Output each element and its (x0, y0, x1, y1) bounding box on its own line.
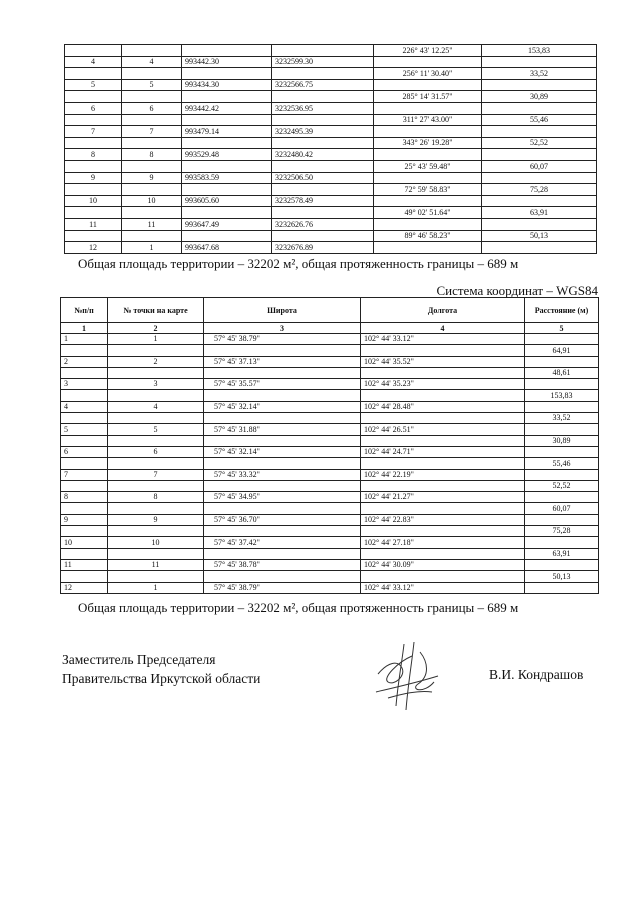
header-col-index: 4 (361, 323, 525, 334)
cell-distance: 52,52 (525, 480, 599, 491)
cell-row-num (61, 413, 108, 424)
cell-distance: 33,52 (525, 413, 599, 424)
table-row (61, 424, 599, 435)
table-header-row (61, 298, 599, 323)
cell-distance (482, 242, 597, 254)
cell-point-num (122, 207, 182, 219)
cell-distance: 55,46 (482, 114, 597, 126)
cell-y: 3232495.39 (272, 126, 374, 138)
cell-point-num (122, 45, 182, 57)
header-col-index: 1 (61, 323, 108, 334)
table-row (65, 126, 597, 138)
cell-latitude: 57° 45' 32.14" (204, 446, 361, 457)
cell-direction-angle: 72° 59' 58.83" (374, 184, 482, 196)
cell-row-num (61, 345, 108, 356)
cell-row-num: 6 (61, 446, 108, 457)
cell-point-num (122, 114, 182, 126)
cell-latitude (204, 480, 361, 491)
handwritten-signature (368, 632, 446, 714)
cell-longitude: 102° 44' 33.12" (361, 334, 525, 345)
table-row (65, 207, 597, 219)
cell-distance: 30,89 (482, 91, 597, 103)
table-row (61, 401, 599, 412)
cell-direction-angle: 311° 27' 43.00" (374, 114, 482, 126)
cell-x (182, 160, 272, 172)
header-col-index: 2 (108, 323, 204, 334)
cell-point-num: 9 (108, 514, 204, 525)
cell-distance: 63,91 (482, 207, 597, 219)
cell-longitude: 102° 44' 22.83" (361, 514, 525, 525)
cell-distance (525, 379, 599, 390)
cell-y (272, 91, 374, 103)
cell-row-num: 9 (65, 172, 122, 184)
cell-x (182, 114, 272, 126)
cell-row-num: 10 (61, 537, 108, 548)
cell-x (182, 45, 272, 57)
table-row (65, 149, 597, 161)
cell-direction-angle: 226° 43' 12.25" (374, 45, 482, 57)
cell-point-num: 5 (108, 424, 204, 435)
coordinate-system-label: Система координат – WGS84 (436, 283, 598, 298)
coordinates-table-wgs84-body (61, 334, 599, 594)
signatory-position-line2: Правительства Иркутской области (62, 671, 261, 686)
cell-y (272, 68, 374, 80)
cell-row-num (61, 526, 108, 537)
cell-y: 3232676.89 (272, 242, 374, 254)
cell-x: 993605.60 (182, 195, 272, 207)
cell-longitude (361, 413, 525, 424)
cell-y: 3232578.49 (272, 195, 374, 207)
table-row (65, 56, 597, 68)
table-row (61, 526, 599, 537)
cell-x: 993442.30 (182, 56, 272, 68)
cell-x (182, 91, 272, 103)
cell-longitude: 102° 44' 26.51" (361, 424, 525, 435)
cell-row-num: 2 (61, 356, 108, 367)
table-row (61, 514, 599, 525)
cell-point-num (108, 367, 204, 378)
cell-row-num (61, 548, 108, 559)
table-row (61, 379, 599, 390)
cell-point-num: 10 (108, 537, 204, 548)
cell-direction-angle: 49° 02' 51.64" (374, 207, 482, 219)
cell-row-num: 8 (65, 149, 122, 161)
cell-point-num: 1 (108, 334, 204, 345)
coordinates-table-local (64, 44, 597, 254)
cell-point-num: 8 (108, 492, 204, 503)
cell-y: 3232536.95 (272, 102, 374, 114)
table-row (61, 559, 599, 570)
table-row (61, 469, 599, 480)
table-row (61, 345, 599, 356)
cell-latitude: 57° 45' 37.42" (204, 537, 361, 548)
cell-y: 3232480.42 (272, 149, 374, 161)
cell-longitude: 102° 44' 21.27" (361, 492, 525, 503)
cell-longitude (361, 345, 525, 356)
cell-point-num (108, 413, 204, 424)
cell-longitude (361, 548, 525, 559)
cell-row-num: 12 (65, 242, 122, 254)
cell-latitude: 57° 45' 31.88" (204, 424, 361, 435)
cell-longitude: 102° 44' 22.19" (361, 469, 525, 480)
cell-x (182, 207, 272, 219)
cell-y: 3232566.75 (272, 79, 374, 91)
cell-x: 993434.30 (182, 79, 272, 91)
cell-x (182, 230, 272, 242)
cell-point-num: 1 (108, 582, 204, 593)
cell-longitude: 102° 44' 30.09" (361, 559, 525, 570)
cell-row-num: 9 (61, 514, 108, 525)
cell-x: 993647.68 (182, 242, 272, 254)
cell-point-num (122, 91, 182, 103)
cell-distance (482, 172, 597, 184)
table-row (65, 230, 597, 242)
table-row (65, 79, 597, 91)
table-row (65, 242, 597, 254)
cell-x (182, 68, 272, 80)
cell-distance: 52,52 (482, 137, 597, 149)
table-row (61, 582, 599, 593)
cell-distance (525, 559, 599, 570)
header-longitude: Долгота (361, 298, 525, 323)
cell-row-num: 12 (61, 582, 108, 593)
cell-point-num (122, 184, 182, 196)
cell-latitude: 57° 45' 36.70" (204, 514, 361, 525)
coordinates-table-wgs84 (60, 297, 599, 594)
cell-row-num (61, 571, 108, 582)
cell-point-num: 3 (108, 379, 204, 390)
table-row (65, 218, 597, 230)
table-row (65, 114, 597, 126)
cell-distance: 153,83 (482, 45, 597, 57)
cell-latitude (204, 503, 361, 514)
table-row (61, 503, 599, 514)
cell-longitude: 102° 44' 35.23" (361, 379, 525, 390)
cell-latitude (204, 367, 361, 378)
summary-area-length-1: Общая площадь территории – 32202 м², общая протяженность границы – 689 м (78, 256, 519, 271)
cell-distance: 50,13 (482, 230, 597, 242)
cell-longitude (361, 458, 525, 469)
cell-point-num (122, 160, 182, 172)
cell-distance (525, 401, 599, 412)
cell-distance: 60,07 (482, 160, 597, 172)
cell-row-num: 11 (61, 559, 108, 570)
cell-row-num (61, 480, 108, 491)
cell-point-num (122, 68, 182, 80)
cell-y (272, 207, 374, 219)
cell-row-num (65, 45, 122, 57)
cell-y (272, 184, 374, 196)
cell-distance (525, 424, 599, 435)
table-row (65, 195, 597, 207)
cell-longitude: 102° 44' 33.12" (361, 582, 525, 593)
cell-longitude: 102° 44' 24.71" (361, 446, 525, 457)
cell-y (272, 114, 374, 126)
cell-row-num (65, 114, 122, 126)
cell-row-num: 7 (61, 469, 108, 480)
cell-y (272, 45, 374, 57)
cell-distance (525, 582, 599, 593)
cell-distance (525, 537, 599, 548)
cell-longitude (361, 367, 525, 378)
cell-row-num (61, 390, 108, 401)
cell-latitude: 57° 45' 33.32" (204, 469, 361, 480)
cell-y (272, 160, 374, 172)
summary-area-length-2: Общая площадь территории – 32202 м², общая протяженность границы – 689 м (78, 600, 519, 615)
cell-row-num: 7 (65, 126, 122, 138)
cell-direction-angle (374, 56, 482, 68)
cell-longitude: 102° 44' 28.48" (361, 401, 525, 412)
cell-row-num: 3 (61, 379, 108, 390)
cell-distance (525, 446, 599, 457)
table-row (61, 458, 599, 469)
signatory-position (62, 650, 260, 688)
cell-latitude: 57° 45' 32.14" (204, 401, 361, 412)
cell-latitude: 57° 45' 38.79" (204, 334, 361, 345)
cell-longitude (361, 503, 525, 514)
cell-row-num: 11 (65, 218, 122, 230)
cell-row-num (61, 503, 108, 514)
cell-row-num: 10 (65, 195, 122, 207)
header-num: №п/п (61, 298, 108, 323)
cell-distance (525, 469, 599, 480)
cell-point-num (122, 137, 182, 149)
cell-latitude (204, 345, 361, 356)
cell-x (182, 137, 272, 149)
cell-y (272, 137, 374, 149)
cell-point-num: 6 (108, 446, 204, 457)
header-col-index: 3 (204, 323, 361, 334)
cell-point-num (108, 390, 204, 401)
cell-direction-angle (374, 126, 482, 138)
cell-point-num: 10 (122, 195, 182, 207)
cell-direction-angle (374, 79, 482, 91)
table-row (65, 184, 597, 196)
header-distance: Расстояние (м) (525, 298, 599, 323)
cell-distance (525, 334, 599, 345)
cell-point-num: 11 (108, 559, 204, 570)
table-row (61, 390, 599, 401)
table-row (61, 356, 599, 367)
cell-row-num (61, 458, 108, 469)
cell-distance: 75,28 (482, 184, 597, 196)
cell-distance: 64,91 (525, 345, 599, 356)
table-row (65, 68, 597, 80)
cell-distance (482, 102, 597, 114)
cell-row-num (65, 91, 122, 103)
table-row (61, 435, 599, 446)
cell-latitude (204, 571, 361, 582)
cell-latitude (204, 390, 361, 401)
cell-point-num (108, 435, 204, 446)
cell-point-num (108, 480, 204, 491)
cell-row-num (61, 435, 108, 446)
cell-distance (525, 514, 599, 525)
cell-latitude (204, 526, 361, 537)
cell-row-num (65, 137, 122, 149)
cell-point-num (122, 230, 182, 242)
table-row (65, 102, 597, 114)
cell-y: 3232599.30 (272, 56, 374, 68)
cell-distance: 75,28 (525, 526, 599, 537)
table-row (61, 492, 599, 503)
cell-longitude (361, 571, 525, 582)
cell-longitude: 102° 44' 27.18" (361, 537, 525, 548)
cell-point-num: 4 (108, 401, 204, 412)
cell-longitude (361, 480, 525, 491)
cell-point-num: 5 (122, 79, 182, 91)
table-row (61, 334, 599, 345)
cell-direction-angle: 89° 46' 58.23" (374, 230, 482, 242)
coordinates-table-local-body (65, 45, 597, 254)
cell-y: 3232626.76 (272, 218, 374, 230)
cell-point-num (108, 548, 204, 559)
cell-row-num: 6 (65, 102, 122, 114)
cell-point-num: 8 (122, 149, 182, 161)
cell-distance (482, 79, 597, 91)
table-header-num-row (61, 323, 599, 334)
cell-point-num (108, 571, 204, 582)
cell-row-num (61, 367, 108, 378)
cell-row-num (65, 207, 122, 219)
cell-row-num (65, 68, 122, 80)
cell-row-num (65, 160, 122, 172)
cell-point-num (108, 503, 204, 514)
cell-row-num (65, 184, 122, 196)
cell-distance (482, 218, 597, 230)
cell-direction-angle: 25° 43' 59.48" (374, 160, 482, 172)
cell-x: 993529.48 (182, 149, 272, 161)
cell-point-num: 7 (122, 126, 182, 138)
table-row (61, 413, 599, 424)
cell-latitude (204, 413, 361, 424)
cell-point-num (108, 526, 204, 537)
cell-distance (525, 492, 599, 503)
cell-point-num: 11 (122, 218, 182, 230)
cell-longitude (361, 526, 525, 537)
cell-latitude: 57° 45' 38.78" (204, 559, 361, 570)
cell-direction-angle: 256° 11' 30.40" (374, 68, 482, 80)
cell-row-num: 4 (61, 401, 108, 412)
cell-point-num (108, 458, 204, 469)
cell-direction-angle: 343° 26' 19.28" (374, 137, 482, 149)
cell-distance (482, 149, 597, 161)
cell-point-num: 9 (122, 172, 182, 184)
table-row (61, 537, 599, 548)
cell-latitude (204, 458, 361, 469)
cell-direction-angle (374, 172, 482, 184)
cell-longitude: 102° 44' 35.52" (361, 356, 525, 367)
cell-x: 993442.42 (182, 102, 272, 114)
cell-row-num: 5 (65, 79, 122, 91)
cell-row-num: 8 (61, 492, 108, 503)
cell-latitude: 57° 45' 37.13" (204, 356, 361, 367)
signatory-position-line1: Заместитель Председателя (62, 652, 216, 667)
cell-row-num: 5 (61, 424, 108, 435)
cell-distance: 63,91 (525, 548, 599, 559)
cell-row-num: 4 (65, 56, 122, 68)
cell-x: 993647.49 (182, 218, 272, 230)
cell-longitude (361, 390, 525, 401)
cell-direction-angle (374, 242, 482, 254)
cell-distance: 55,46 (525, 458, 599, 469)
cell-point-num: 4 (122, 56, 182, 68)
table-row (61, 480, 599, 491)
signatory-name: В.И. Кондрашов (489, 667, 584, 682)
cell-longitude (361, 435, 525, 446)
cell-distance (525, 356, 599, 367)
cell-distance (482, 195, 597, 207)
cell-direction-angle (374, 149, 482, 161)
cell-x: 993583.59 (182, 172, 272, 184)
table-row (65, 172, 597, 184)
cell-row-num (65, 230, 122, 242)
cell-point-num: 6 (122, 102, 182, 114)
cell-y: 3232506.50 (272, 172, 374, 184)
table-row (65, 160, 597, 172)
cell-distance (482, 126, 597, 138)
cell-x (182, 184, 272, 196)
cell-latitude: 57° 45' 34.95" (204, 492, 361, 503)
cell-point-num (108, 345, 204, 356)
table-row (61, 367, 599, 378)
table-row (61, 571, 599, 582)
cell-distance: 50,13 (525, 571, 599, 582)
cell-distance: 60,07 (525, 503, 599, 514)
cell-distance: 48,61 (525, 367, 599, 378)
cell-distance: 30,89 (525, 435, 599, 446)
cell-y (272, 230, 374, 242)
cell-direction-angle (374, 218, 482, 230)
cell-distance: 33,52 (482, 68, 597, 80)
cell-point-num: 2 (108, 356, 204, 367)
cell-latitude (204, 548, 361, 559)
table-row (61, 548, 599, 559)
header-latitude: Широта (204, 298, 361, 323)
header-point-num: № точки на карте (108, 298, 204, 323)
cell-direction-angle (374, 102, 482, 114)
cell-distance (482, 56, 597, 68)
cell-point-num: 1 (122, 242, 182, 254)
cell-latitude (204, 435, 361, 446)
cell-x: 993479.14 (182, 126, 272, 138)
table-row (61, 446, 599, 457)
cell-direction-angle (374, 195, 482, 207)
table-row (65, 45, 597, 57)
cell-point-num: 7 (108, 469, 204, 480)
table-row (65, 137, 597, 149)
cell-row-num: 1 (61, 334, 108, 345)
cell-direction-angle: 285° 14' 31.57" (374, 91, 482, 103)
cell-latitude: 57° 45' 38.79" (204, 582, 361, 593)
cell-latitude: 57° 45' 35.57" (204, 379, 361, 390)
header-col-index: 5 (525, 323, 599, 334)
table-row (65, 91, 597, 103)
cell-distance: 153,83 (525, 390, 599, 401)
